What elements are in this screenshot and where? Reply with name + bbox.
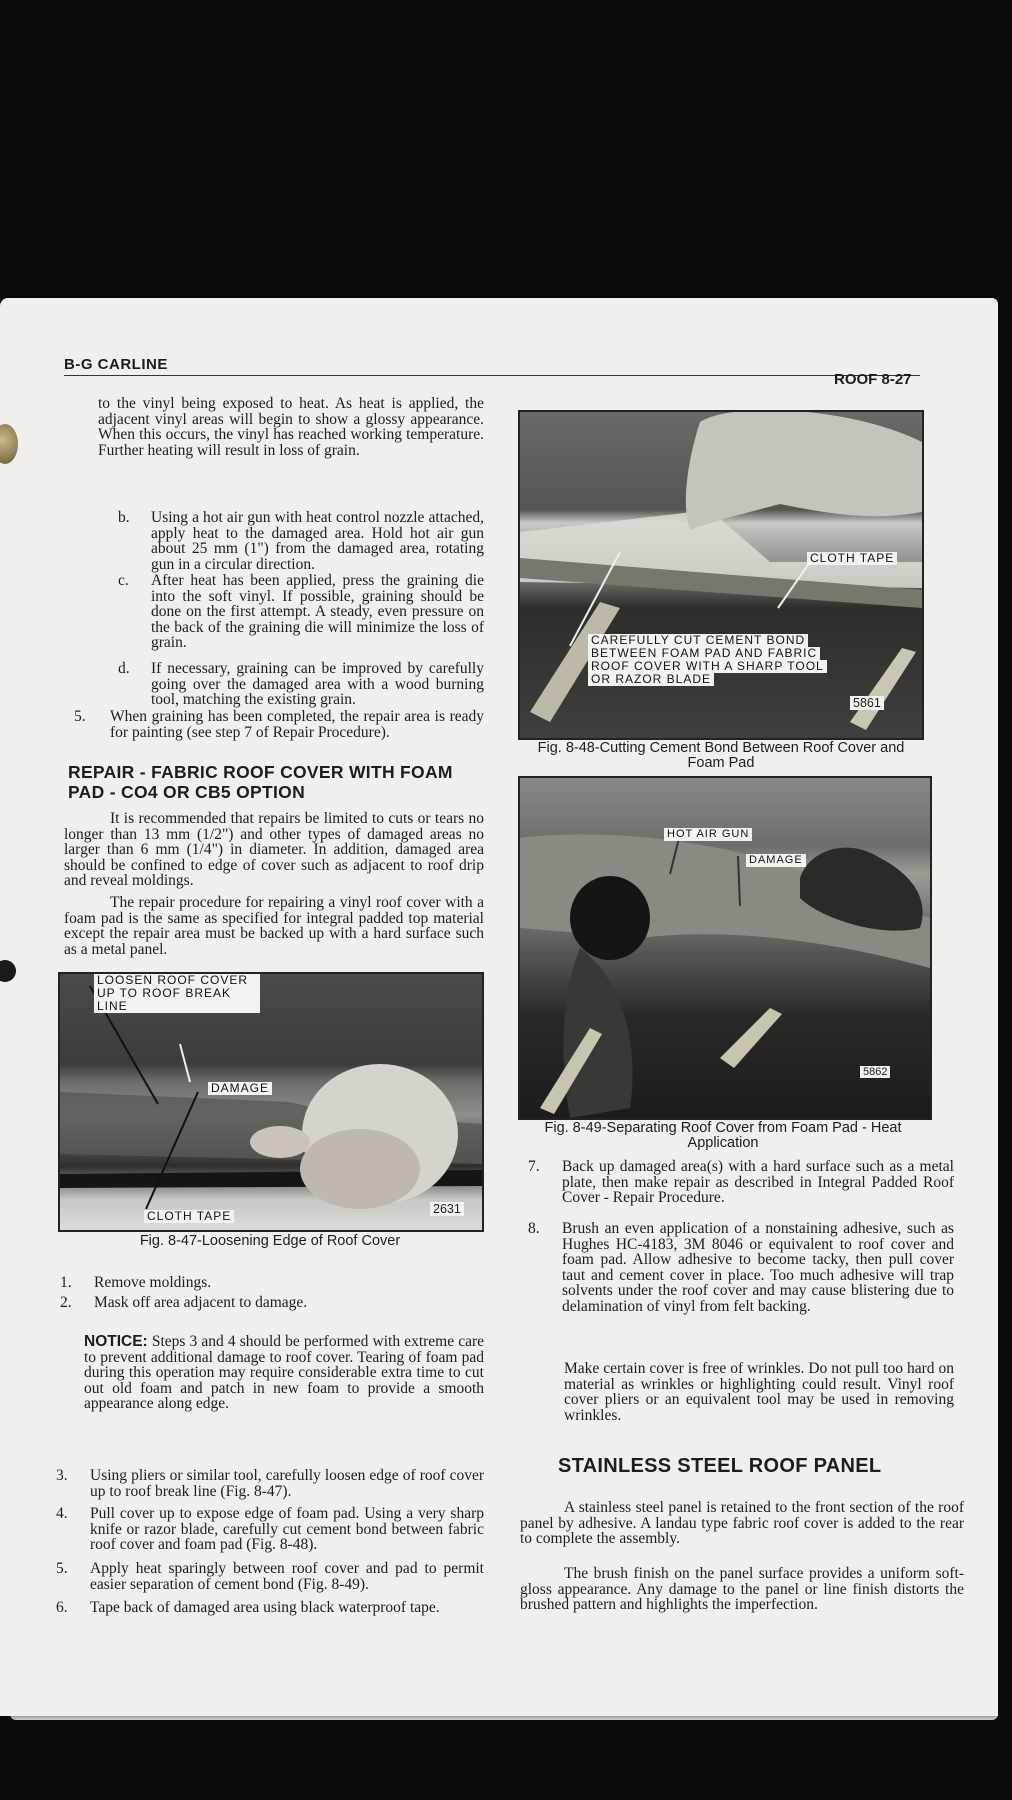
figure-8-49-photo [518,776,932,1120]
fig48-number: 5861 [850,696,884,710]
fig48-caption-line1: Fig. 8-48-Cutting Cement Bond Between Roof Cover and [537,740,905,756]
section-heading-stainless: STAINLESS STEEL ROOF PANEL [558,1455,882,1477]
figure-8-47-photo [58,972,484,1232]
step-1-number: 1. [60,1274,72,1291]
substep-d-letter: d. [118,660,130,677]
step-8-number: 8. [528,1220,540,1237]
fig48-label-tape: CLOTH TAPE [807,552,897,565]
step-1-text: Remove moldings. [94,1274,212,1291]
notice-paragraph [84,1334,484,1412]
fig48-label-cut-1: CAREFULLY CUT CEMENT BOND [588,634,808,647]
step-5-text: When graining has been completed, the repair area is ready for painting (see step 7 of Repair Procedure). [110,708,484,741]
fig47-label-tape: CLOTH TAPE [144,1210,234,1223]
substep-c-letter: c. [118,572,129,589]
intro-paragraph: to the vinyl being exposed to heat. As heat is applied, the adjacent vinyl areas will begin to show a glossy appearance. When this occurs, the vinyl has reached working temperature. Further heating will result in loss of grain. [98,395,484,459]
header-rule [64,375,920,376]
fig49-number: 5862 [860,1066,890,1078]
fig47-label-damage: DAMAGE [208,1082,272,1095]
fig47-label-loosen [94,974,260,1013]
step-6-text: Tape back of damaged area using black waterproof tape. [90,1599,440,1616]
fig47-number: 2631 [430,1202,464,1216]
notice-text: Steps 3 and 4 should be performed with extreme care to prevent additional damage to roof cover. Tearing of foam pad during this operation may require considerable extra time to cut out old foam and patch in new foam to provide a smooth appearance along edge. [84,1333,484,1412]
step-8-text: Brush an even application of a nonstaining adhesive, such as Hughes HC-4183, 3M 8046 or equivalent to roof cover and foam pad. Allow adhesive to become tacky, then pull cover taut and cement cover in place. Too much adhesive will trap solvents under the roof cover and may cause blistering due to delamination of vinyl from felt backing. [562,1220,954,1315]
substep-b-letter: b. [118,509,130,526]
step-2-text: Mask off area adjacent to damage. [94,1294,308,1311]
substep-b-text: Using a hot air gun with heat control nozzle attached, apply heat to the damaged area. Hold hot air gun about 25 mm (1") from the damaged area, rotating gun in a circular direction. [151,509,484,573]
fig48-label-cut-4: OR RAZOR BLADE [588,673,714,686]
stainless-paragraph-1: A stainless steel panel is retained to the front section of the roof panel by adhesive. A landau type fabric roof cover is added to the rear to complete the assembly. [520,1499,964,1547]
step-4-text: Pull cover up to expose edge of foam pad. Using a very sharp knife or razor blade, carefully cut cement bond between fabric roof cover and foam pad (Fig. 8-48). [90,1505,484,1553]
substep-c-text: After heat has been applied, press the graining die into the soft vinyl. If possible, graining should be done on the first attempt. A steady, even pressure on the back of the graining die will minimize the loss of grain. [151,572,484,651]
notice-label: NOTICE: [84,1333,148,1350]
fig49-caption-line1: Fig. 8-49-Separating Roof Cover from Foam Pad - Heat [544,1120,902,1136]
fig48-label-cut-2: BETWEEN FOAM PAD AND FABRIC [588,647,820,660]
fig47-label-loosen-text: LOOSEN ROOF COVER UP TO ROOF BREAK LINE [97,973,249,1013]
wrinkle-note: Make certain cover is free of wrinkles. Do not pull too hard on material as wrinkles or highlighting could result. Vinyl roof cover pliers or an equivalent tool may be used in removing wrinkles. [564,1360,954,1424]
header-left: B-G CARLINE [64,356,168,373]
step-6-number: 6. [56,1599,68,1616]
fig47-caption: Fig. 8-47-Loosening Edge of Roof Cover [139,1233,401,1249]
fabric-paragraph-2: The repair procedure for repairing a vinyl roof cover with a foam pad is the same as specified for integral padded top material except the repair area must be backed up with a hard surface such as a metal panel. [64,894,484,958]
fig48-label-cut-3: ROOF COVER WITH A SHARP TOOL [588,660,827,673]
fig49-caption-line2: Application [687,1135,759,1151]
step-5-number: 5. [74,708,86,725]
header-right: ROOF 8-27 [834,371,912,388]
step-5b-number: 5. [56,1560,68,1577]
fig48-caption-line2: Foam Pad [687,755,755,771]
step-7-number: 7. [528,1158,540,1175]
step-4-number: 4. [56,1505,68,1522]
fig49-label-damage: DAMAGE [746,854,806,867]
figure-8-48-photo [518,410,924,740]
section-heading-fabric-roof: REPAIR - FABRIC ROOF COVER WITH FOAM PAD - CO4 OR CB5 OPTION [68,762,453,802]
stainless-paragraph-2: The brush finish on the panel surface provides a uniform soft-gloss appearance. Any damage to the panel or line finish distorts the brushed pattern and highlights the imperfection. [520,1565,964,1613]
fabric-paragraph-1: It is recommended that repairs be limited to cuts or tears no longer than 13 mm (1/2") and other types of damaged areas no larger than 6 mm (1/4") in diameter. In addition, damaged area should be confined to edge of cover such as adjacent to roof drip and reveal moldings. [64,810,484,889]
figure-8-48-illustration [520,412,922,738]
fig49-label-gun: HOT AIR GUN [664,828,752,841]
substep-d-text: If necessary, graining can be improved by carefully going over the damaged area with a wood burning tool, matching the existing grain. [151,660,484,708]
step-3-text: Using pliers or similar tool, carefully loosen edge of roof cover up to roof break line (Fig. 8-47). [90,1467,484,1500]
step-2-number: 2. [60,1294,72,1311]
step-3-number: 3. [56,1467,68,1484]
step-5b-text: Apply heat sparingly between roof cover and pad to permit easier separation of cement bond (Fig. 8-49). [90,1560,484,1593]
step-7-text: Back up damaged area(s) with a hard surface such as a metal plate, then make repair as described in Integral Padded Roof Cover - Repair Procedure. [562,1158,954,1206]
